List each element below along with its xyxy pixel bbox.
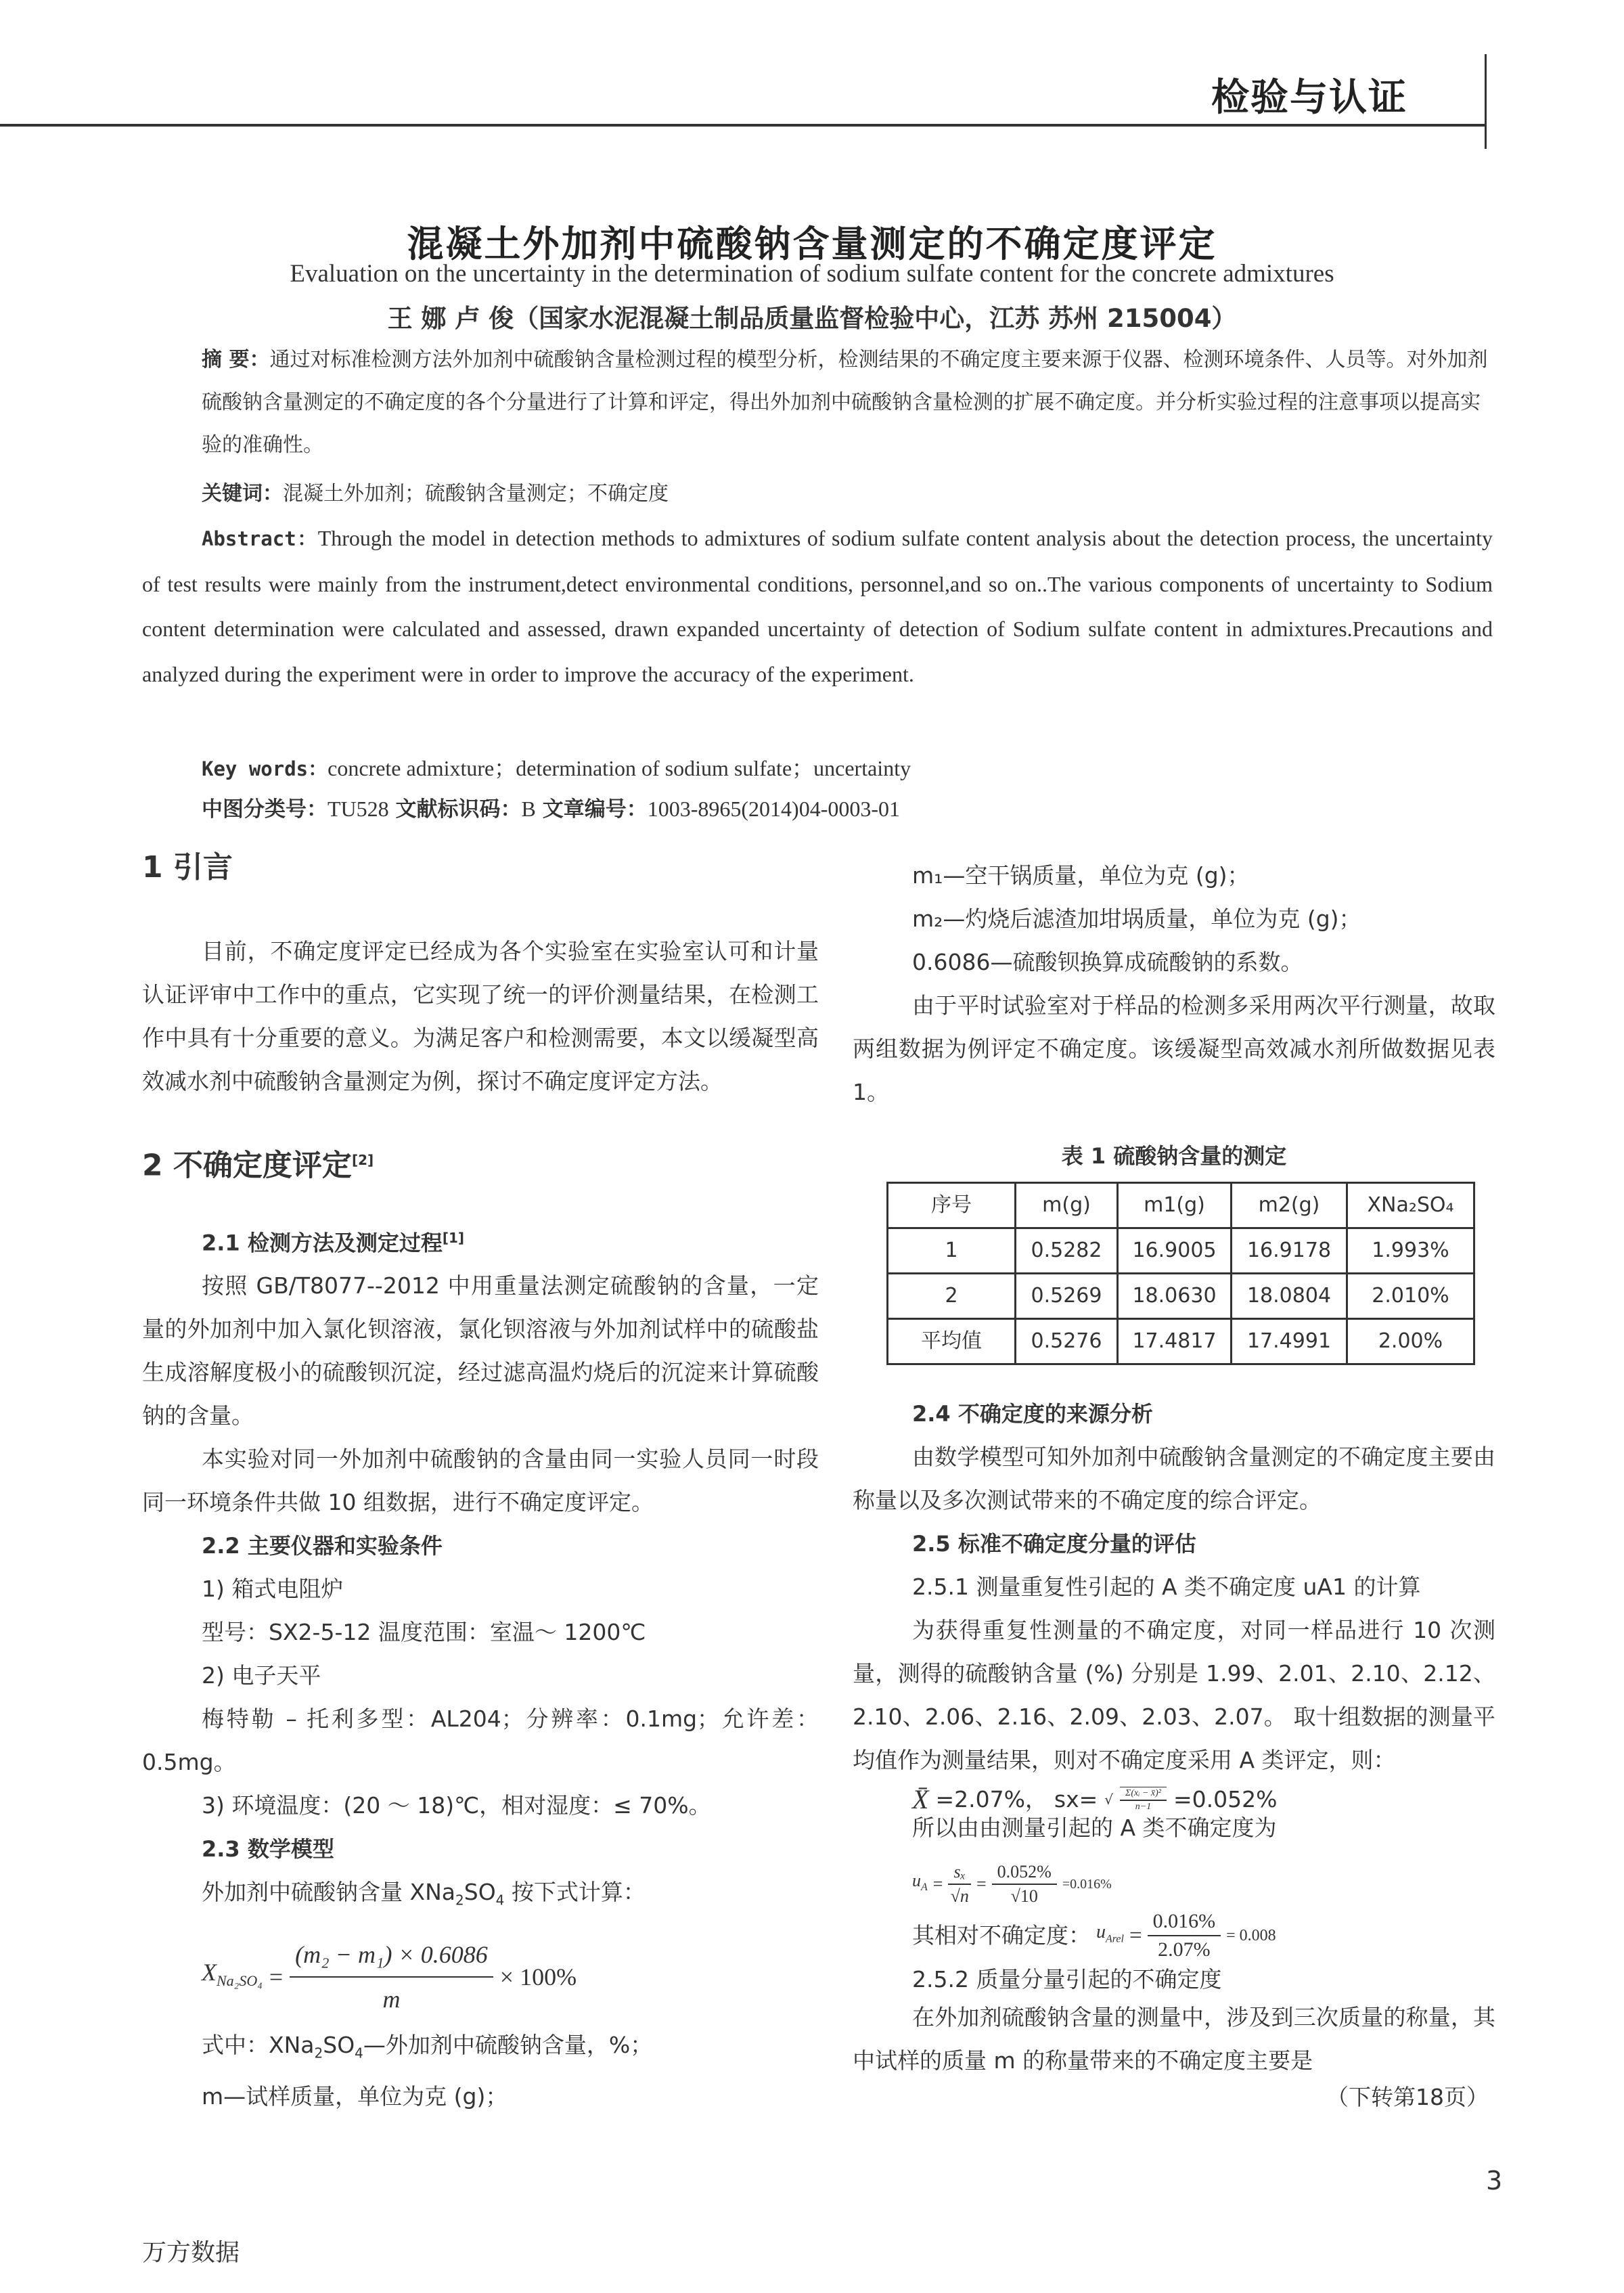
model-intro: 外加剂中硫酸钠含量 $XNa_2SO_4$ 按下式计算：: [202, 1879, 646, 1909]
table-header-cell: XNa₂SO₄: [1347, 1183, 1474, 1228]
article-no-label: 文章编号：: [542, 797, 648, 822]
table-header-cell: 序号: [888, 1183, 1016, 1228]
mean-value: =2.07%，: [935, 1786, 1047, 1812]
formula-lhs: $X_{Na_2SO_4}$: [202, 1959, 263, 1990]
section-2-5-1-paragraph-2: 所以由由测量引起的 A 类不确定度为: [912, 1815, 1277, 1841]
table-cell: 平均值: [888, 1319, 1016, 1364]
table-1-caption: 表 1 硫酸钠含量的测定: [1061, 1143, 1287, 1169]
mean-and-sd-formula: X̄ =2.07%， sx= √ $\frac{\text{Σ(xᵢ − x̄)²}}{n-1}$ =0.052%: [912, 1784, 1278, 1815]
keywords-english-label: Key words：: [202, 757, 328, 780]
table-cell: 2.010%: [1347, 1274, 1474, 1319]
table-cell: 16.9005: [1118, 1228, 1232, 1274]
sx-fraction: $\frac{\text{Σ(xᵢ − x̄)²}}{n-1}$: [1120, 1787, 1167, 1813]
section-2-heading: [142, 1138, 819, 1188]
where-m2: m₂—灼烧后滤渣加坩埚质量，单位为克 (g)；: [912, 906, 1361, 932]
where-m: m—试样质量，单位为克 (g)；: [202, 2083, 508, 2110]
article-no-value: 1003-8965(2014)04-0003-01: [647, 797, 900, 821]
model-intro-text-a: 外加剂中硫酸钠含量 XNa: [202, 1879, 456, 1906]
classification-line: [202, 792, 900, 822]
table-cell: 1.993%: [1347, 1228, 1474, 1274]
wanfang-watermark: 万方数据: [142, 2239, 240, 2267]
relative-uncertainty-line: 其相对不确定度： $u_{Arel}$ = $\frac{0.016\%}{2.07\%}$ = 0.008: [853, 1908, 1495, 1963]
section-2-3-heading: 2.3 数学模型: [202, 1836, 334, 1863]
table-row: [888, 1228, 1474, 1274]
table-cell: 2.00%: [1347, 1319, 1474, 1364]
formula-tail: × 100%: [499, 1963, 577, 1990]
section-2-5-2-paragraph: 在外加剂硫酸钠含量的测量中，涉及到三次质量的称量，其中试样的质量 m 的称量带来的不确定度主要是: [853, 2004, 1495, 2074]
section-2-5-heading: 2.5 标准不确定度分量的评估: [912, 1531, 1196, 1557]
section-2-5-2-heading: 2.5.2 质量分量引起的不确定度: [912, 1966, 1222, 1993]
doc-code-label: 文献标识码：: [395, 797, 522, 822]
table-cell: 0.5282: [1016, 1228, 1118, 1274]
table-cell: 0.5269: [1016, 1274, 1118, 1319]
section-2-2-heading: 2.2 主要仪器和实验条件: [202, 1533, 443, 1559]
relative-uncertainty-label: 其相对不确定度：: [912, 1922, 1091, 1949]
clc-label: 中图分类号：: [202, 797, 328, 822]
mass-fraction-formula: $X_{Na_2SO_4}$ = $\frac{\text{(m₂ − m₁) × 0.6086}}{m}$ × 100%: [142, 1933, 819, 2021]
header-rule: [0, 124, 1486, 127]
table-cell: 1: [888, 1228, 1016, 1274]
table-header-cell: m1(g): [1118, 1183, 1232, 1228]
right-column: [853, 854, 1495, 2112]
clc-value: TU528: [328, 797, 389, 821]
journal-section-tag: 检验与认证: [1211, 76, 1407, 120]
title-english: Evaluation on the uncertainty in the determination of sodium sulfate content for the concrete admixtures: [290, 260, 1334, 288]
section-2-5-1-heading: 2.5.1 测量重复性引起的 A 类不确定度 uA1 的计算: [912, 1574, 1421, 1600]
continued-on-page[interactable]: （下转第18页）: [1326, 2084, 1489, 2110]
section-2-citation[interactable]: [2]: [351, 1152, 374, 1168]
section-2-1-paragraph-2: 本实验对同一外加剂中硫酸钠的含量由同一实验人员同一时段同一环境条件共做 10 组数据，进行不确定度评定。: [142, 1446, 819, 1516]
model-intro-text-b: SO: [464, 1879, 496, 1906]
table-header-cell: m(g): [1016, 1183, 1118, 1228]
ua-formula: $u_A$ = $\frac{\text{sₓ}}{√n}$ = $\frac{0.052\%}{√10}$ =0.016%: [912, 1862, 1112, 1906]
section-2-5-1-paragraph: 为获得重复性测量的不确定度，对同一样品进行 10 次测量，测得的硫酸钠含量 (%) 分别是 1.99、2.01、2.10、2.12、2.10、2.06、2.16、2.09、2.03、2.07。 取十组数据的测量平均值作为测量结果，则对不确定度采用 A 类评定，则：: [853, 1617, 1495, 1773]
where-x: 式中：$XNa_2SO_4—$外加剂中硫酸钠含量，%；: [202, 2031, 653, 2062]
instrument-2-detail: 梅特勒 – 托利多型：AL204；分辨率：0.1mg；允许差：0.5mg。: [142, 1706, 819, 1776]
sx-value: =0.052%: [1173, 1786, 1278, 1812]
mean-symbol: X̄: [912, 1784, 929, 1815]
table-header-row: [888, 1183, 1474, 1228]
table-header-cell: m2(g): [1232, 1183, 1347, 1228]
environment-conditions: 3) 环境温度：(20 ～ 18)℃，相对湿度：≤ 70%。: [202, 1792, 711, 1819]
table-cell: 2: [888, 1274, 1016, 1319]
table-intro-paragraph: 由于平时试验室对于样品的检测多采用两次平行测量，故取两组数据为例评定不确定度。该缓凝型高效减水剂所做数据见表 1。: [853, 992, 1495, 1105]
keywords-english: [202, 751, 911, 782]
section-2-title: 2 不确定度评定: [142, 1148, 352, 1183]
where-coefficient: 0.6086—硫酸钡换算成硫酸钠的系数。: [912, 949, 1303, 975]
table-row: [888, 1319, 1474, 1364]
table-cell: 0.5276: [1016, 1319, 1118, 1364]
abstract-english-label: Abstract：: [202, 527, 318, 550]
title-chinese: 混凝土外加剂中硫酸钠含量测定的不确定度评定: [407, 222, 1217, 265]
formula-fraction: $\frac{\text{(m₂ − m₁) × 0.6086}}{m}$: [290, 1933, 493, 2021]
section-1-heading: 1 引言: [142, 850, 233, 885]
abstract-chinese: [202, 338, 1493, 466]
abstract-english: [142, 516, 1493, 696]
header-vertical-rule: [1485, 54, 1487, 149]
keywords-chinese-label: 关键词：: [202, 482, 283, 506]
abstract-chinese-label: 摘 要：: [202, 348, 270, 372]
section-2-1-citation[interactable]: [1]: [442, 1229, 465, 1246]
section-1-paragraph: 目前，不确定度评定已经成为各个实验室在实验室认可和计量认证评审中工作中的重点，它实现了统一的评价测量结果，在检测工作中具有十分重要的意义。为满足客户和检测需要，本文以缓凝型高效减水剂中硫酸钠含量测定为例，探讨不确定度评定方法。: [142, 938, 819, 1094]
keywords-chinese: [202, 476, 669, 506]
authors-affiliation: 王 娜 卢 俊（国家水泥混凝土制品质量监督检验中心，江苏 苏州 215004）: [387, 304, 1237, 333]
instrument-1-name: 1) 箱式电阻炉: [202, 1576, 344, 1603]
instrument-1-detail: 型号：SX2-5-12 温度范围：室温～ 1200℃: [202, 1619, 646, 1646]
abstract-chinese-text: 通过对标准检测方法外加剂中硫酸钠含量检测过程的模型分析，检测结果的不确定度主要来源于仪器、检测环境条件、人员等。对外加剂硫酸钠含量测定的不确定度的各个分量进行了计算和评定，得出外加剂中硫酸钠含量检测的扩展不确定度。并分析实验过程的注意事项以提高实验的准确性。: [202, 348, 1488, 457]
section-2-1-title: 2.1 检测方法及测定过程: [202, 1230, 443, 1256]
table-cell: 17.4817: [1118, 1319, 1232, 1364]
table-1: [886, 1182, 1475, 1365]
table-cell: 16.9178: [1232, 1228, 1347, 1274]
keywords-english-text: concrete admixture；determination of sodium sulfate；uncertainty: [328, 756, 911, 780]
page-number: 3: [1486, 2166, 1503, 2196]
left-column: [142, 846, 819, 2118]
sx-label: sx=: [1054, 1786, 1098, 1812]
doc-code-value: B: [521, 797, 536, 821]
keywords-chinese-text: 混凝土外加剂；硫酸钠含量测定；不确定度: [283, 482, 669, 506]
section-2-4-heading: 2.4 不确定度的来源分析: [912, 1401, 1153, 1427]
section-2-1-paragraph-1: 按照 GB/T8077--2012 中用重量法测定硫酸钠的含量，一定量的外加剂中加入氯化钡溶液，氯化钡溶液与外加剂试样中的硫酸盐生成溶解度极小的硫酸钡沉淀，经过滤高温灼烧后的沉淀来计算硫酸钠的含量。: [142, 1272, 819, 1429]
section-2-1-heading: [142, 1216, 819, 1265]
table-cell: 18.0630: [1118, 1274, 1232, 1319]
section-2-4-paragraph: 由数学模型可知外加剂中硫酸钠含量测定的不确定度主要由称量以及多次测试带来的不确定度的综合评定。: [853, 1444, 1495, 1513]
table-cell: 18.0804: [1232, 1274, 1347, 1319]
table-cell: 17.4991: [1232, 1319, 1347, 1364]
instrument-2-name: 2) 电子天平: [202, 1662, 321, 1689]
model-intro-text-c: 按下式计算：: [504, 1879, 646, 1906]
table-row: [888, 1274, 1474, 1319]
abstract-english-text: Through the model in detection methods to admixtures of sodium sulfate content analysis about the detection process, the uncertainty of test results were mainly from the instrument,detect environmental conditions, personnel,and so on..The various components of uncertainty to Sodium content determination were calculated and assessed, drawn expanded uncertainty of detection of Sodium sulfate content in admixtures.Precautions and analyzed during the experiment were in order to improve the accuracy of the experiment.: [142, 526, 1493, 686]
where-m1: m₁—空干锅质量，单位为克 (g)；: [912, 862, 1250, 889]
